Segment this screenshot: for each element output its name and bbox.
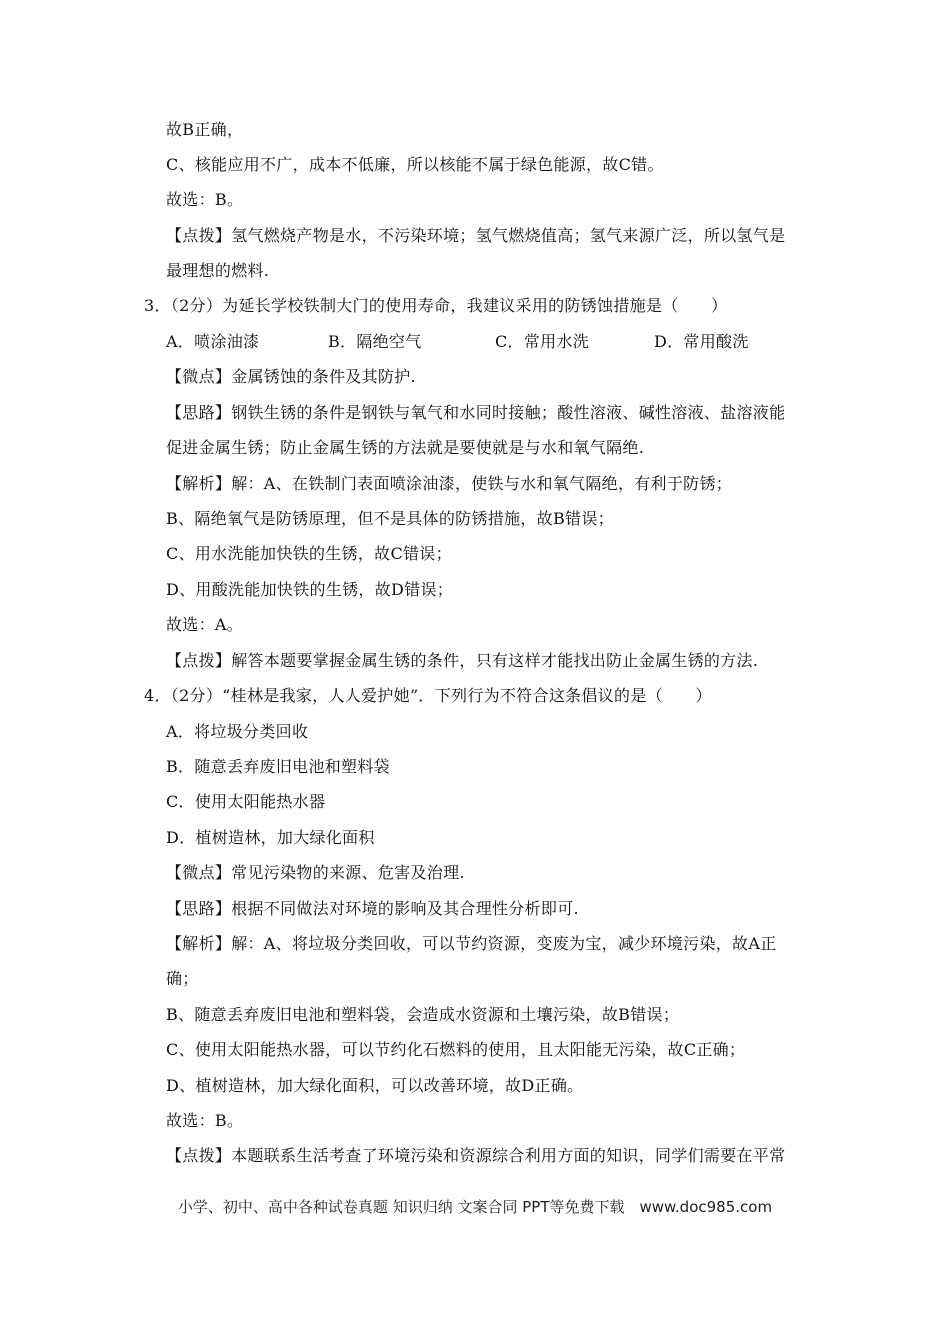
text-line: 确； <box>166 969 199 988</box>
text-line: 【解析】解：A、将垃圾分类回收，可以节约资源，变废为宝，减少环境污染，故A正 <box>166 934 777 953</box>
text-line: 促进金属生锈；防止金属生锈的方法就是要使就是与水和氧气隔绝. <box>166 438 645 457</box>
text-line: 【思路】根据不同做法对环境的影响及其合理性分析即可. <box>166 899 579 918</box>
text-line: B、随意丢弃废旧电池和塑料袋，会造成水资源和土壤污染，故B错误； <box>166 1005 680 1024</box>
text-line: 故选：A。 <box>166 615 244 634</box>
question-3-options <box>166 332 806 352</box>
text-line: B、隔绝氧气是防锈原理，但不是具体的防锈措施，故B错误； <box>166 509 614 528</box>
question-4-stem: 4．（2分）“桂林是我家，人人爱护她”．下列行为不符合这条倡议的是（ ） <box>144 686 712 705</box>
text-line: D、植树造林，加大绿化面积，可以改善环境，故D正确。 <box>166 1076 584 1095</box>
option-c: C．使用太阳能热水器 <box>166 792 326 811</box>
option-a: A．将垃圾分类回收 <box>166 722 309 741</box>
text-line: 【解析】解：A、在铁制门表面喷涂油漆，使铁与水和氧气隔绝，有利于防锈； <box>166 474 733 493</box>
option-b: B．随意丢弃废旧电池和塑料袋 <box>166 757 390 776</box>
text-line: D、用酸洗能加快铁的生锈，故D错误； <box>166 580 454 599</box>
option-b: B．隔绝空气 <box>328 332 422 351</box>
option-d: D．常用酸洗 <box>654 332 749 351</box>
text-line: C、用水洗能加快铁的生锈，故C错误； <box>166 544 452 563</box>
option-d: D．植树造林，加大绿化面积 <box>166 828 375 847</box>
option-a: A．喷涂油漆 <box>166 332 260 351</box>
text-line: 【点拨】本题联系生活考查了环境污染和资源综合利用方面的知识，同学们需要在平常 <box>166 1146 786 1165</box>
question-3-stem: 3．（2分）为延长学校铁制大门的使用寿命，我建议采用的防锈蚀措施是（ ） <box>144 296 728 315</box>
text-line: 【微点】金属锈蚀的条件及其防护. <box>166 367 416 386</box>
text-line: C、核能应用不广，成本不低廉，所以核能不属于绿色能源，故C错。 <box>166 155 664 174</box>
page-footer: 小学、初中、高中各种试卷真题 知识归纳 文案合同 PPT等免费下载 www.doc985.com <box>177 1198 773 1216</box>
option-c: C．常用水洗 <box>495 332 590 351</box>
text-line: 故选：B。 <box>166 1111 244 1130</box>
text-line: 【点拨】解答本题要掌握金属生锈的条件，只有这样才能找出防止金属生锈的方法. <box>166 651 759 670</box>
text-line: 故B正确， <box>166 120 244 139</box>
text-line: C、使用太阳能热水器，可以节约化石燃料的使用，且太阳能无污染，故C正确； <box>166 1040 746 1059</box>
text-line: 【点拨】氢气燃烧产物是水，不污染环境；氢气燃烧值高；氢气来源广泛，所以氢气是 <box>166 226 786 245</box>
text-line: 【微点】常见污染物的来源、危害及治理. <box>166 863 465 882</box>
text-line: 最理想的燃料. <box>166 261 270 280</box>
text-line: 故选：B。 <box>166 190 244 209</box>
text-line: 【思路】钢铁生锈的条件是钢铁与氧气和水同时接触；酸性溶液、碱性溶液、盐溶液能 <box>166 403 786 422</box>
